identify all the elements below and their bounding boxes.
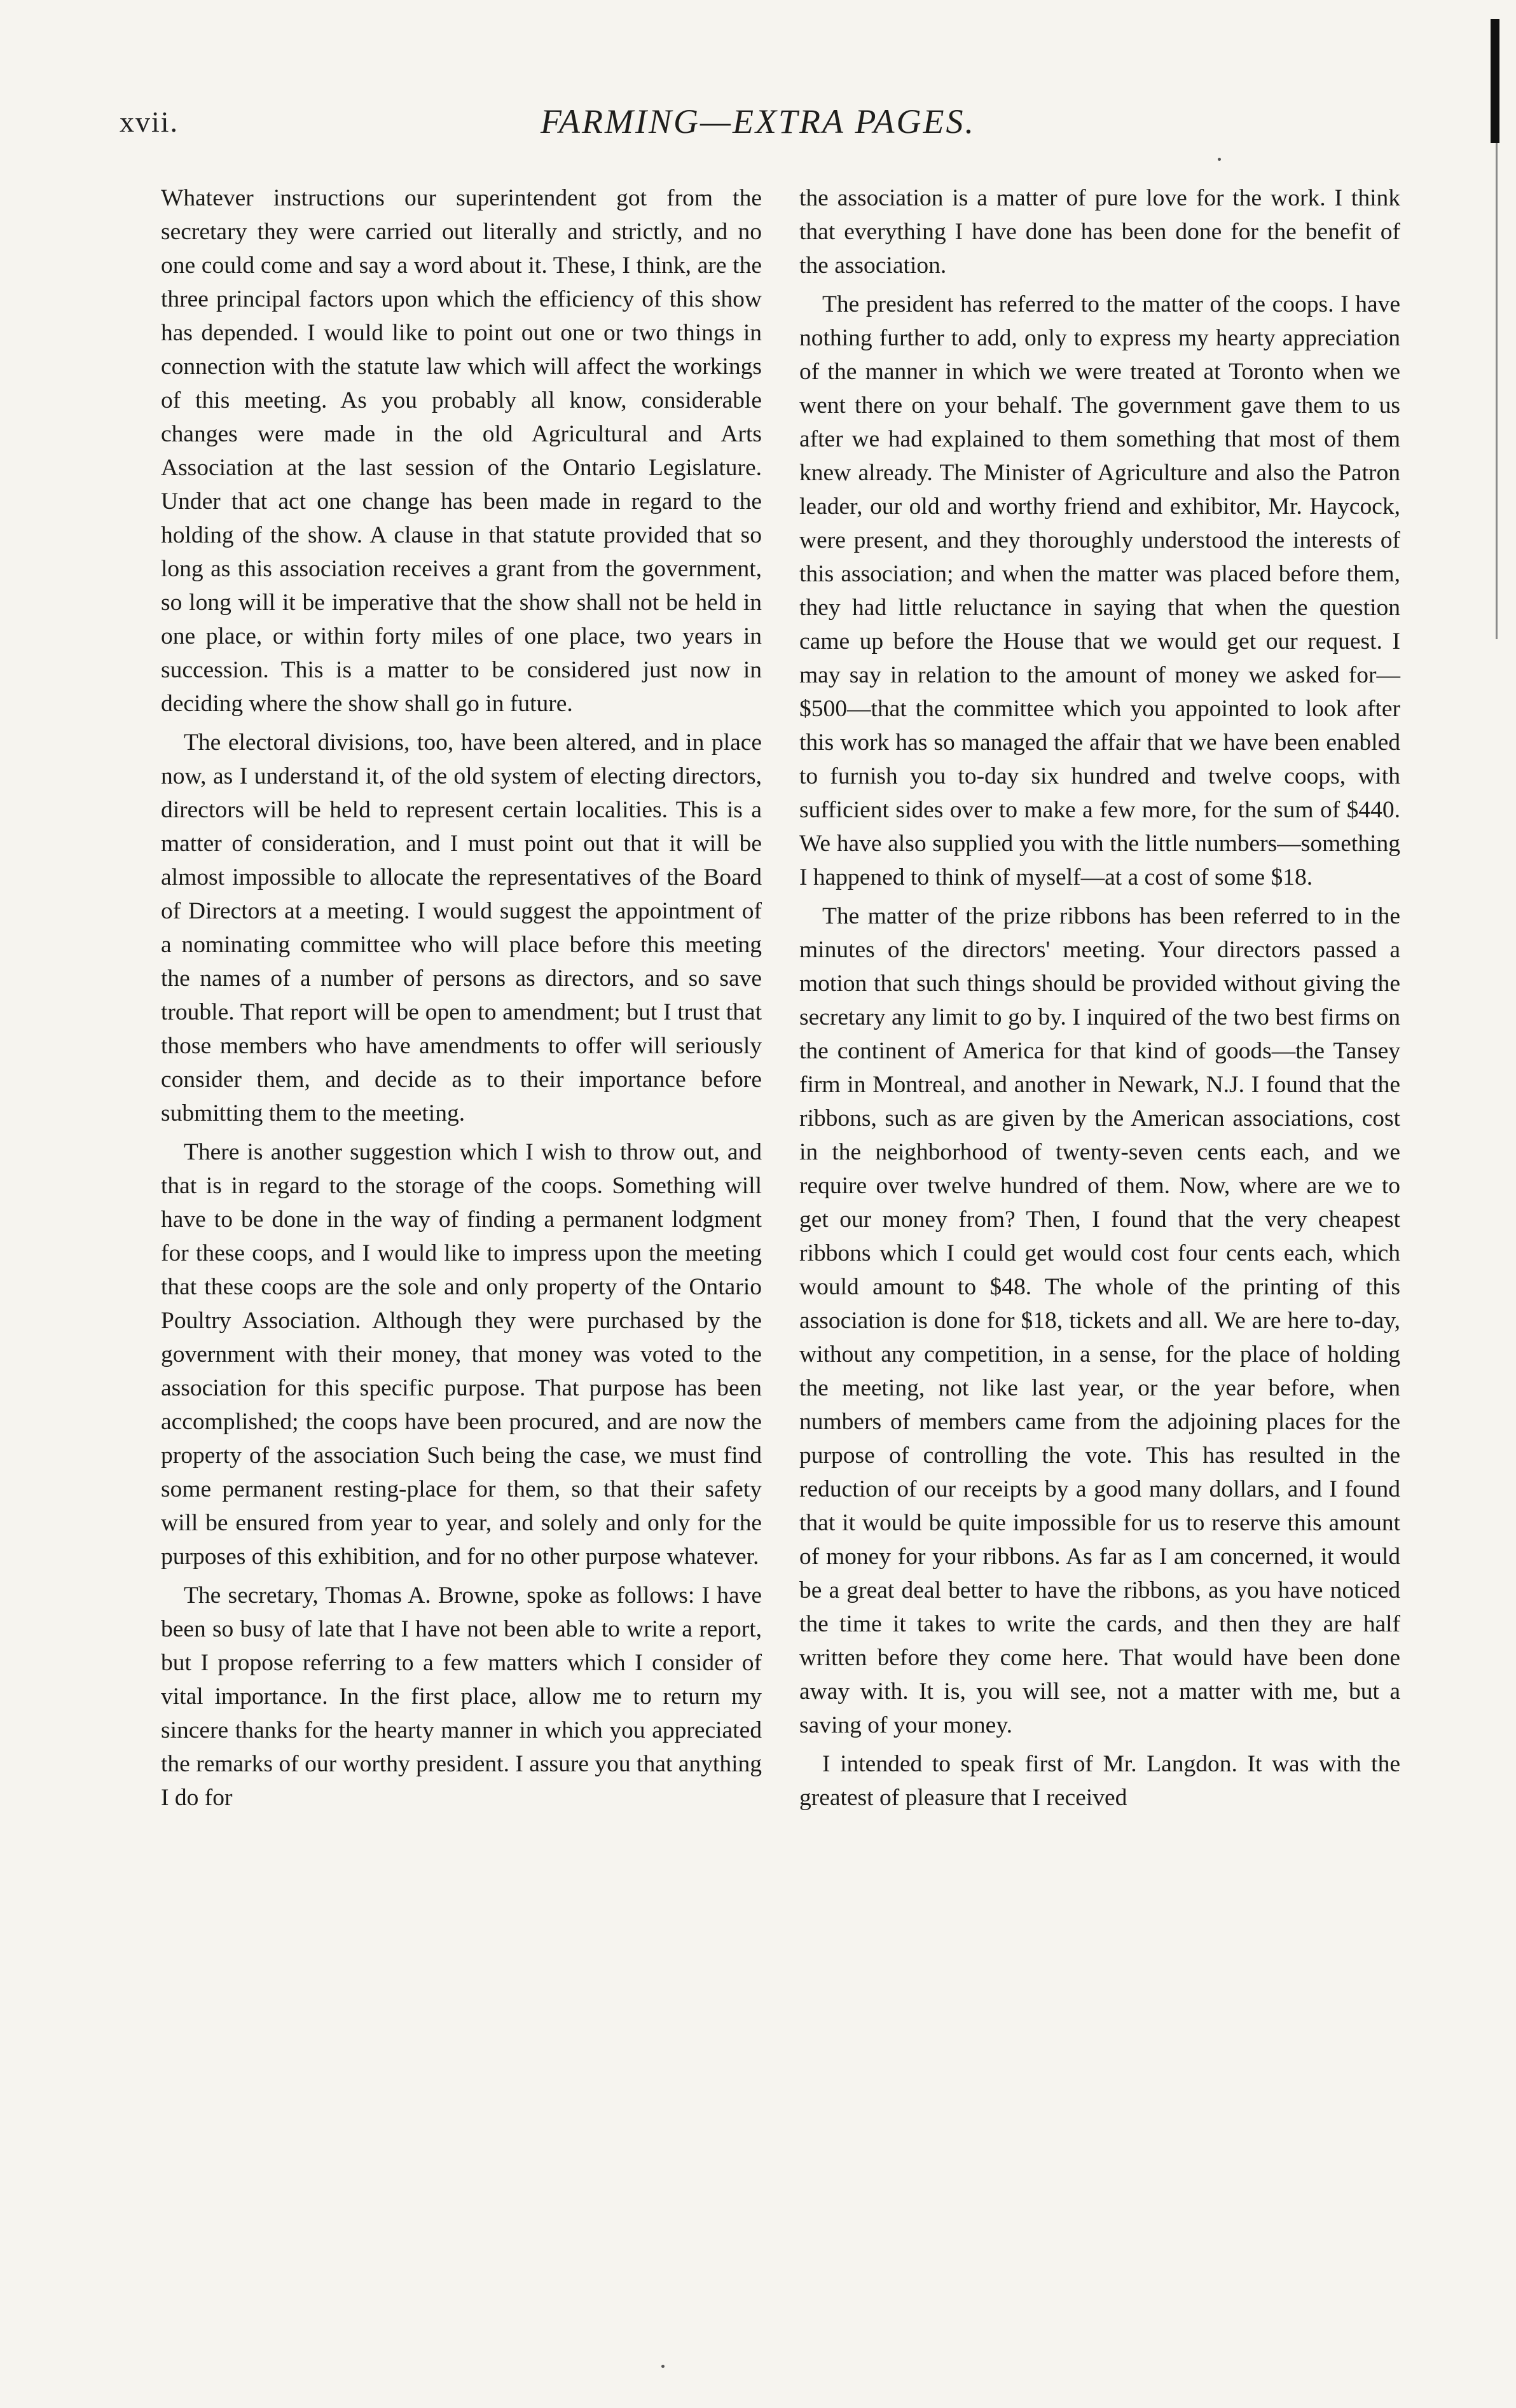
paragraph: The electoral divisions, too, have been altered, and in place now, as I understand it, of the old system of electing directors, directors will be held to represent certain localities. This is a matter of consideration, and I must point out that it will be almost impossible to allocate the representatives of the Board of Directors at a meeting. I would suggest the appointment of a nominating committee who will place before this meeting the names of a number of persons as directors, and so save trouble. That report will be open to amendment; but I trust that those members who have amendments to offer will seriously consider them, and decide as to their importance before submitting them to the meeting.	[161, 730, 762, 1126]
left-column	[161, 181, 762, 1820]
paragraph: Whatever instructions our superintendent got from the secretary they were carried out literally and strictly, and no one could come and say a word about it. These, I think, are the three principal factors upon which the efficiency of this show has depended. I would like to point out one or two things in connection with the statute law which will affect the workings of this meeting. As you probably all know, considerable changes were made in the old Agricultural and Arts Association at the last session of the Ontario Legislature. Under that act one change has been made in regard to the holding of the show. A clause in that statute provided that so long as this association receives a grant from the government, so long will it be imperative that the show shall not be held in one place, or within forty miles of one place, two years in succession. This is a matter to be considered just now in deciding where the show shall go in future.	[161, 185, 762, 717]
scan-edge-line	[1496, 143, 1498, 639]
ink-speck	[1218, 158, 1221, 161]
paragraph: The secretary, Thomas A. Browne, spoke as follows: I have been so busy of late that I have not been able to write a report, but I propose referring to a few matters which I consider of vital importance. In the first place, allow me to return my sincere thanks for the hearty manner in which you appreciated the remarks of our worthy president. I assure you that anything I do for	[161, 1582, 762, 1811]
page-number: xvii.	[120, 106, 179, 138]
right-column	[799, 181, 1400, 1820]
paragraph: The matter of the prize ribbons has been referred to in the minutes of the directors' meeting. Your directors passed a motion that such things should be provided without giving the secretary any limit to go by. I inquired of the two best firms on the continent of America for that kind of goods—the Tansey firm in Montreal, and another in Newark, N.J. I found that the ribbons, such as are given by the American associations, cost in the neighborhood of twenty-seven cents each, and we require over twelve hundred of them. Now, where are we to get our money from? Then, I found that the very cheapest ribbons which I could get would cost four cents each, which would amount to $48. The whole of the printing of this association is done for $18, tickets and all. We are here to-day, without any competition, in a sense, for the place of holding the meeting, not like last year, or the year before, when numbers of members came from the adjoining places for the purpose of controlling the vote. This has resulted in the reduction of our receipts by a good many dollars, and I found that it would be quite impossible for us to reserve this amount of money for your ribbons. As far as I am concerned, it would be a great deal better to have the ribbons, as you have noticed the time it takes to write the cards, and then they are half written before they come here. That would have been done away with. It is, you will see, not a matter with me, but a saving of your money.	[799, 903, 1400, 1738]
paragraph: The president has referred to the matter of the coops. I have nothing further to add, only to express my hearty appreciation of the manner in which we were treated at Toronto when we went there on your behalf. The government gave them to us after we had explained to them something that most of them knew already. The Minister of Agriculture and also the Patron leader, our old and worthy friend and exhibitor, Mr. Haycock, were present, and they thoroughly understood the interests of this association; and when the matter was placed before them, they had little reluctance in saying that when the question came up before the House that we would get our request. I may say in relation to the amount of money we asked for—$500—that the committee which you appointed to look after this work has so managed the affair that we have been enabled to furnish you to-day six hundred and twelve coops, with sufficient sides over to make a few more, for the sum of $440. We have also supplied you with the little numbers—something I happened to think of myself—at a cost of some $18.	[799, 291, 1400, 890]
paragraph: the association is a matter of pure love for the work. I think that everything I have done has been done for the benefit of the association.	[799, 185, 1400, 279]
paragraph: There is another suggestion which I wish to throw out, and that is in regard to the storage of the coops. Something will have to be done in the way of finding a permanent lodgment for these coops, and I would like to impress upon the meeting that these coops are the sole and only property of the Ontario Poultry Association. Although they were purchased by the government with their money, that money was voted to the association for this specific purpose. That purpose has been accomplished; the coops have been procured, and are now the property of the association Such being the case, we must find some permanent resting-place for them, so that their safety will be ensured from year to year, and solely and only for the purposes of this exhibition, and for no other purpose whatever.	[161, 1139, 762, 1570]
ink-speck	[661, 2365, 665, 2368]
running-head: FARMING—EXTRA PAGES.	[541, 102, 975, 141]
paragraph: I intended to speak first of Mr. Langdon. It was with the greatest of pleasure that I received	[799, 1751, 1400, 1811]
